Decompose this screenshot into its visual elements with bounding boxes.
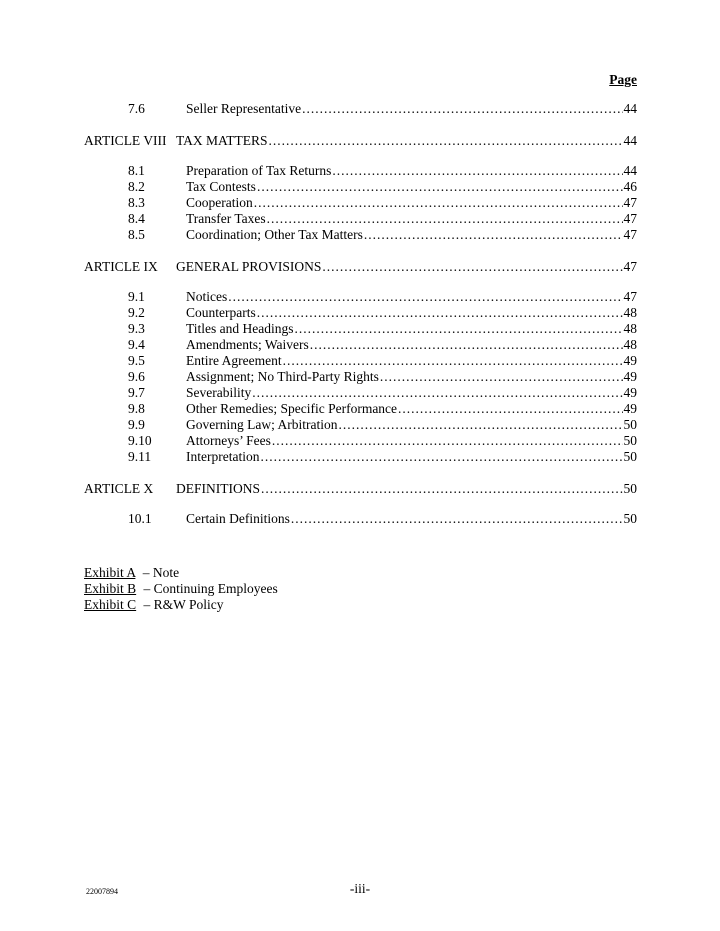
toc-entry-page: 50 xyxy=(623,511,637,526)
exhibit-label: Exhibit A xyxy=(84,565,136,580)
toc-entry xyxy=(84,211,637,227)
toc-entry-number: 9.4 xyxy=(128,337,145,352)
toc-entry-number: 9.2 xyxy=(128,305,145,320)
toc-entry-number: 8.3 xyxy=(128,195,145,210)
dot-leader xyxy=(257,305,623,321)
toc-entry-title: Governing Law; Arbitration xyxy=(186,417,338,432)
toc-entry-title: Attorneys’ Fees xyxy=(186,433,271,448)
toc-entry-page: 44 xyxy=(623,133,637,148)
table-of-contents xyxy=(84,101,637,527)
toc-entry xyxy=(84,179,637,195)
exhibit-entry xyxy=(84,597,637,613)
exhibit-title: – R&W Policy xyxy=(143,597,224,612)
dot-leader xyxy=(322,259,622,275)
toc-entry-page: 49 xyxy=(623,353,637,368)
toc-entry-number: 9.3 xyxy=(128,321,145,336)
toc-entry-title: Seller Representative xyxy=(186,101,302,116)
toc-entry xyxy=(84,227,637,243)
dot-leader xyxy=(254,195,623,211)
toc-entry-number: 8.5 xyxy=(128,227,145,242)
toc-entry-title: Other Remedies; Specific Performance xyxy=(186,401,398,416)
toc-entry xyxy=(84,417,637,433)
toc-entry-number: 8.4 xyxy=(128,211,145,226)
document-id-stamp: 22007894 xyxy=(86,887,118,896)
toc-entry-number: 8.1 xyxy=(128,163,145,178)
dot-leader xyxy=(380,369,623,385)
toc-entry-number: 10.1 xyxy=(128,511,152,526)
toc-entry-title: Coordination; Other Tax Matters xyxy=(186,227,363,242)
toc-entry xyxy=(84,433,637,449)
toc-entry-title: Interpretation xyxy=(186,449,260,464)
toc-entry xyxy=(84,133,637,149)
toc-entry-number: 9.6 xyxy=(128,369,145,384)
page-number: -iii- xyxy=(349,881,371,896)
toc-entry-number: 7.6 xyxy=(128,101,145,116)
toc-entry-number: ARTICLE IX xyxy=(84,259,158,274)
toc-entry-title: Titles and Headings xyxy=(186,321,294,336)
toc-entry-title: GENERAL PROVISIONS xyxy=(176,259,322,274)
dot-leader xyxy=(283,353,623,369)
exhibit-entry xyxy=(84,565,637,581)
toc-entry-number: 9.10 xyxy=(128,433,152,448)
toc-entry-title: Notices xyxy=(186,289,228,304)
toc-entry-title: Certain Definitions xyxy=(186,511,290,526)
toc-entry-number: 9.7 xyxy=(128,385,145,400)
toc-entry-number: 9.11 xyxy=(128,449,152,464)
dot-leader xyxy=(260,449,622,465)
exhibit-label: Exhibit B xyxy=(84,581,137,596)
dot-leader xyxy=(302,101,622,117)
dot-leader xyxy=(398,401,622,417)
toc-entry-title: Entire Agreement xyxy=(186,353,282,368)
toc-entry xyxy=(84,321,637,337)
dot-leader xyxy=(310,337,623,353)
toc-entry xyxy=(84,369,637,385)
dot-leader xyxy=(364,227,623,243)
toc-entry xyxy=(84,305,637,321)
toc-entry-number: 9.5 xyxy=(128,353,145,368)
dot-leader xyxy=(257,179,623,195)
page-column-header: Page xyxy=(609,72,637,87)
toc-entry-page: 49 xyxy=(623,385,637,400)
toc-entry xyxy=(84,353,637,369)
exhibit-title: – Note xyxy=(142,565,180,580)
toc-entry-number: 8.2 xyxy=(128,179,145,194)
toc-entry-number: ARTICLE VIII xyxy=(84,133,167,148)
toc-entry-title: Transfer Taxes xyxy=(186,211,266,226)
toc-entry-title: DEFINITIONS xyxy=(176,481,260,496)
toc-entry xyxy=(84,259,637,275)
toc-entry-page: 47 xyxy=(623,195,637,210)
exhibit-title: – Continuing Employees xyxy=(143,581,278,596)
toc-entry-page: 49 xyxy=(623,401,637,416)
dot-leader xyxy=(228,289,622,305)
toc-entry-page: 47 xyxy=(623,211,637,226)
toc-entry-number: ARTICLE X xyxy=(84,481,154,496)
toc-entry-number: 9.8 xyxy=(128,401,145,416)
dot-leader xyxy=(269,133,623,149)
toc-entry-page: 50 xyxy=(623,417,637,432)
exhibit-entry xyxy=(84,581,637,597)
toc-entry-title: Preparation of Tax Returns xyxy=(186,163,332,178)
dot-leader xyxy=(261,481,623,497)
toc-entry xyxy=(84,385,637,401)
toc-entry-title: TAX MATTERS xyxy=(176,133,268,148)
dot-leader xyxy=(338,417,622,433)
toc-entry-page: 48 xyxy=(623,337,637,352)
toc-entry-page: 47 xyxy=(623,259,637,274)
toc-entry-page: 48 xyxy=(623,321,637,336)
toc-entry-page: 50 xyxy=(623,449,637,464)
toc-entry xyxy=(84,511,637,527)
toc-entry-page: 50 xyxy=(623,481,637,496)
toc-entry-page: 47 xyxy=(623,227,637,242)
toc-entry-page: 49 xyxy=(623,369,637,384)
dot-leader xyxy=(291,511,623,527)
toc-entry-page: 44 xyxy=(623,163,637,178)
toc-content xyxy=(84,72,637,613)
dot-leader xyxy=(332,163,622,179)
toc-entry xyxy=(84,101,637,117)
toc-entry-number: 9.9 xyxy=(128,417,145,432)
toc-entry xyxy=(84,449,637,465)
exhibit-label: Exhibit C xyxy=(84,597,137,612)
toc-entry-page: 44 xyxy=(623,101,637,116)
dot-leader xyxy=(252,385,622,401)
toc-entry-number: 9.1 xyxy=(128,289,145,304)
toc-entry xyxy=(84,337,637,353)
toc-entry xyxy=(84,195,637,211)
dot-leader xyxy=(295,321,623,337)
exhibit-list xyxy=(84,565,637,613)
toc-entry-page: 47 xyxy=(623,289,637,304)
toc-entry-title: Tax Contests xyxy=(186,179,256,194)
toc-entry-title: Amendments; Waivers xyxy=(186,337,309,352)
toc-entry-page: 46 xyxy=(623,179,637,194)
toc-entry-title: Assignment; No Third-Party Rights xyxy=(186,369,379,384)
dot-leader xyxy=(267,211,623,227)
toc-entry xyxy=(84,481,637,497)
toc-entry-page: 48 xyxy=(623,305,637,320)
toc-entry-title: Counterparts xyxy=(186,305,256,320)
toc-entry-title: Severability xyxy=(186,385,252,400)
toc-entry-title: Cooperation xyxy=(186,195,253,210)
dot-leader xyxy=(272,433,623,449)
toc-entry xyxy=(84,401,637,417)
toc-entry xyxy=(84,163,637,179)
toc-entry xyxy=(84,289,637,305)
toc-entry-page: 50 xyxy=(623,433,637,448)
